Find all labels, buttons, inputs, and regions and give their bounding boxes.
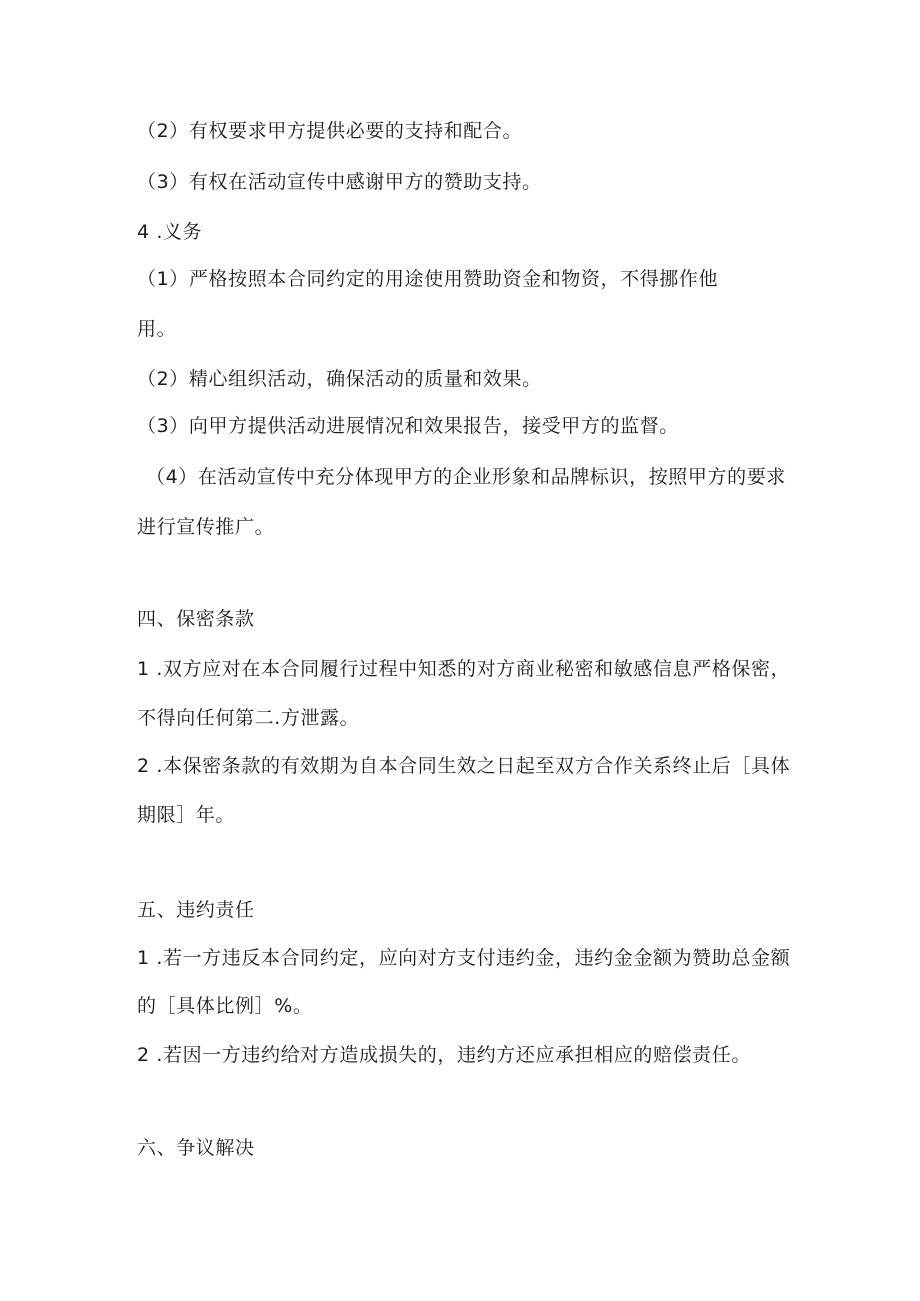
confidentiality-clause-1-line-1: 1 .双方应对在本合同履行过程中知悉的对方商业秘密和敏感信息严格保密， [137,658,791,680]
rights-item-3: （3）有权在活动宣传中感谢甲方的赞助支持。 [137,171,542,193]
obligations-item-4-line-1: （4）在活动宣传中充分体现甲方的企业形象和品牌标识，按照甲方的要求 [146,466,786,488]
obligations-item-2: （2）精心组织活动，确保活动的质量和效果。 [137,368,542,390]
obligations-heading: 4 .义务 [137,221,203,243]
confidentiality-clause-2-line-2: 期限］年。 [137,804,236,826]
liability-clause-1-line-2: 的［具体比例］%。 [137,995,313,1017]
liability-heading: 五、违约责任 [137,899,255,921]
disputes-heading: 六、争议解决 [137,1137,255,1159]
liability-clause-2: 2 .若因一方违约给对方造成损失的，违约方还应承担相应的赔偿责任。 [137,1044,751,1066]
obligations-item-1-line-1: （1）严格按照本合同约定的用途使用赞助资金和物资，不得挪作他 [137,268,719,290]
confidentiality-clause-2-line-1: 2 .本保密条款的有效期为自本合同生效之日起至双方合作关系终止后［具体 [137,755,791,777]
obligations-item-4-line-2: 进行宣传推广。 [137,516,275,538]
liability-clause-1-line-1: 1 .若一方违反本合同约定，应向对方支付违约金，违约金金额为赞助总金额 [137,947,791,969]
obligations-item-3: （3）向甲方提供活动进展情况和效果报告，接受甲方的监督。 [137,415,679,437]
confidentiality-heading: 四、保密条款 [137,608,255,630]
rights-item-2: （2）有权要求甲方提供必要的支持和配合。 [137,120,523,142]
obligations-item-1-line-2: 用。 [137,318,177,340]
confidentiality-clause-1-line-2: 不得向任何第二.方泄露。 [137,707,360,729]
